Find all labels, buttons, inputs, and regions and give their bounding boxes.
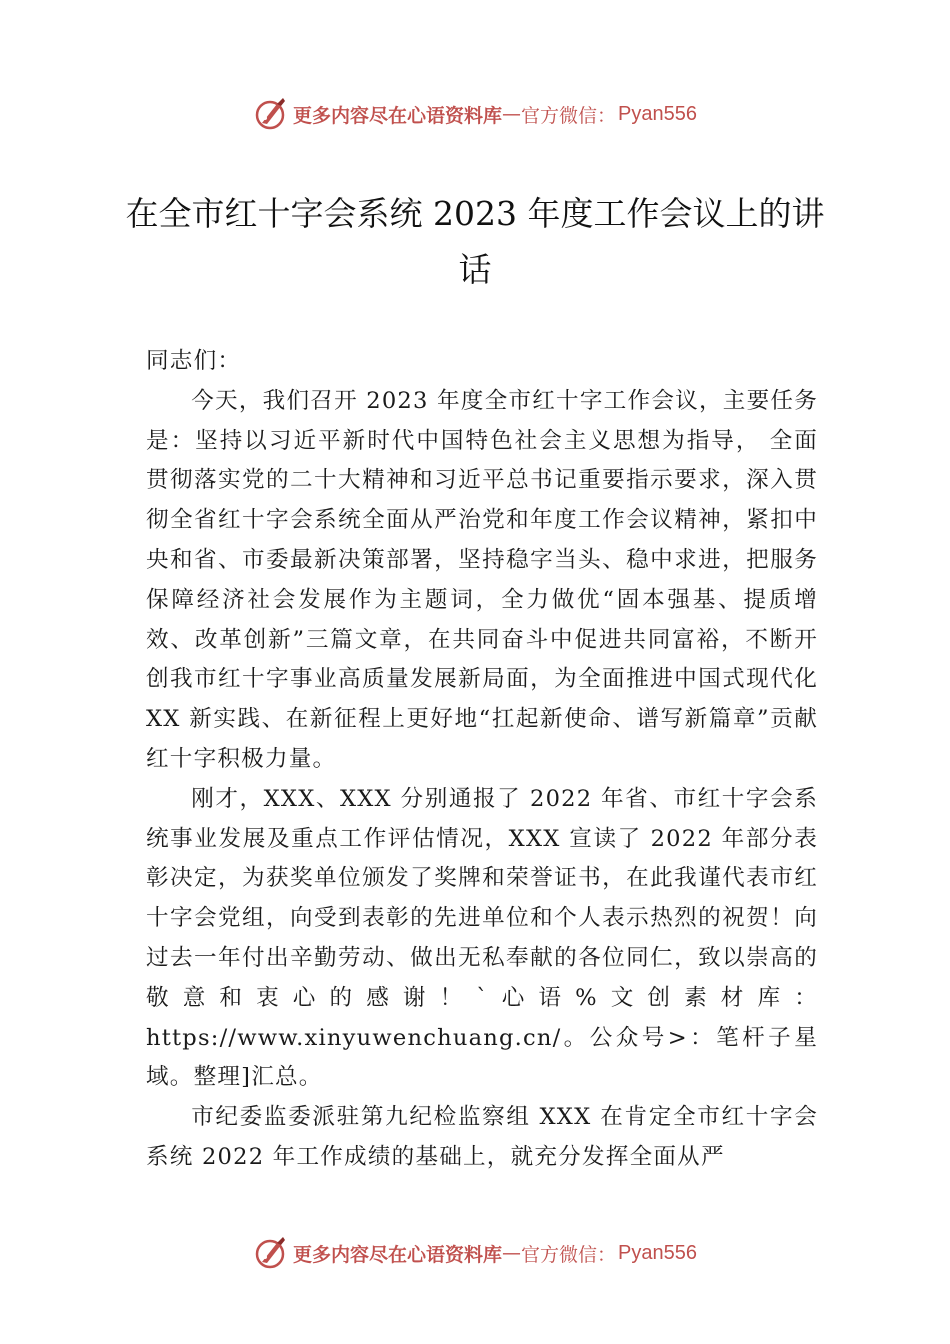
banner-slogan: 更多内容尽在心语资料库 [293,104,503,127]
banner-wechat-id: Pyan556 [618,102,697,125]
salutation: 同志们： [146,348,242,374]
banner-dash: — [502,103,522,125]
banner-wechat-label: 官方微信： [521,1243,617,1266]
paragraph-1: 今天，我们召开 2023 年度全市红十字工作会议，主要任务是：坚持以习近平新时代中国特色社会主义思想为指导， 全面贯彻落实党的二十大精神和习近平总书记重要指示要求，深入贯彻全省红十字会系统全面从严治党和年度工作会议精神，紧扣中央和省、市委最新决策部署，坚持稳字当头、稳中求进，把服务保障经济社会发展作为主题词，全力做优“固本强基、提质增效、改革创新”三篇文章，在共同奋斗中促进共同富裕，不断开创我市红十字事业高质量发展新局面，为全面推进中国式现代化 XX 新实践、在新征程上更好地“扛起新使命、谱写新篇章”贡献红十字积极力量。 [146,387,818,772]
paragraph-3: 市纪委监委派驻第九纪检监察组 XXX 在肯定全市红十字会系统 2022 年工作成绩的基础上，就充分发挥全面从严 [146,1104,818,1170]
banner-slogan: 更多内容尽在心语资料库 [293,1243,503,1266]
document-title: 在全市红十字会系统 2023 年度工作会议上的讲话 [125,194,825,289]
brush-logo-icon [253,96,289,132]
banner-wechat-label: 官方微信： [521,104,617,127]
banner-dash: — [502,1242,522,1264]
banner-wechat-id: Pyan556 [618,1241,697,1264]
footer-banner [0,1233,950,1273]
brush-logo-icon [253,1235,289,1271]
paragraph-2: 刚才，XXX、XXX 分别通报了 2022 年省、市红十字会系统事业发展及重点工作评估情况，XXX 宣读了 2022 年部分表彰决定，为获奖单位颁发了奖牌和荣誉证书，在此我谨代表市红十字会党组，向受到表彰的先进单位和个人表示热烈的祝贺！向过去一年付出辛勤劳动、做出无私奉献的各位同仁，致以崇高的敬意和衷心的感谢！`心语%文创素材库：https://www.xinyuwenchuang.cn/。公众号>：笔杆子星域。整理]汇总。 [146,785,818,1091]
header-banner [0,94,950,134]
document-body [146,342,818,1178]
